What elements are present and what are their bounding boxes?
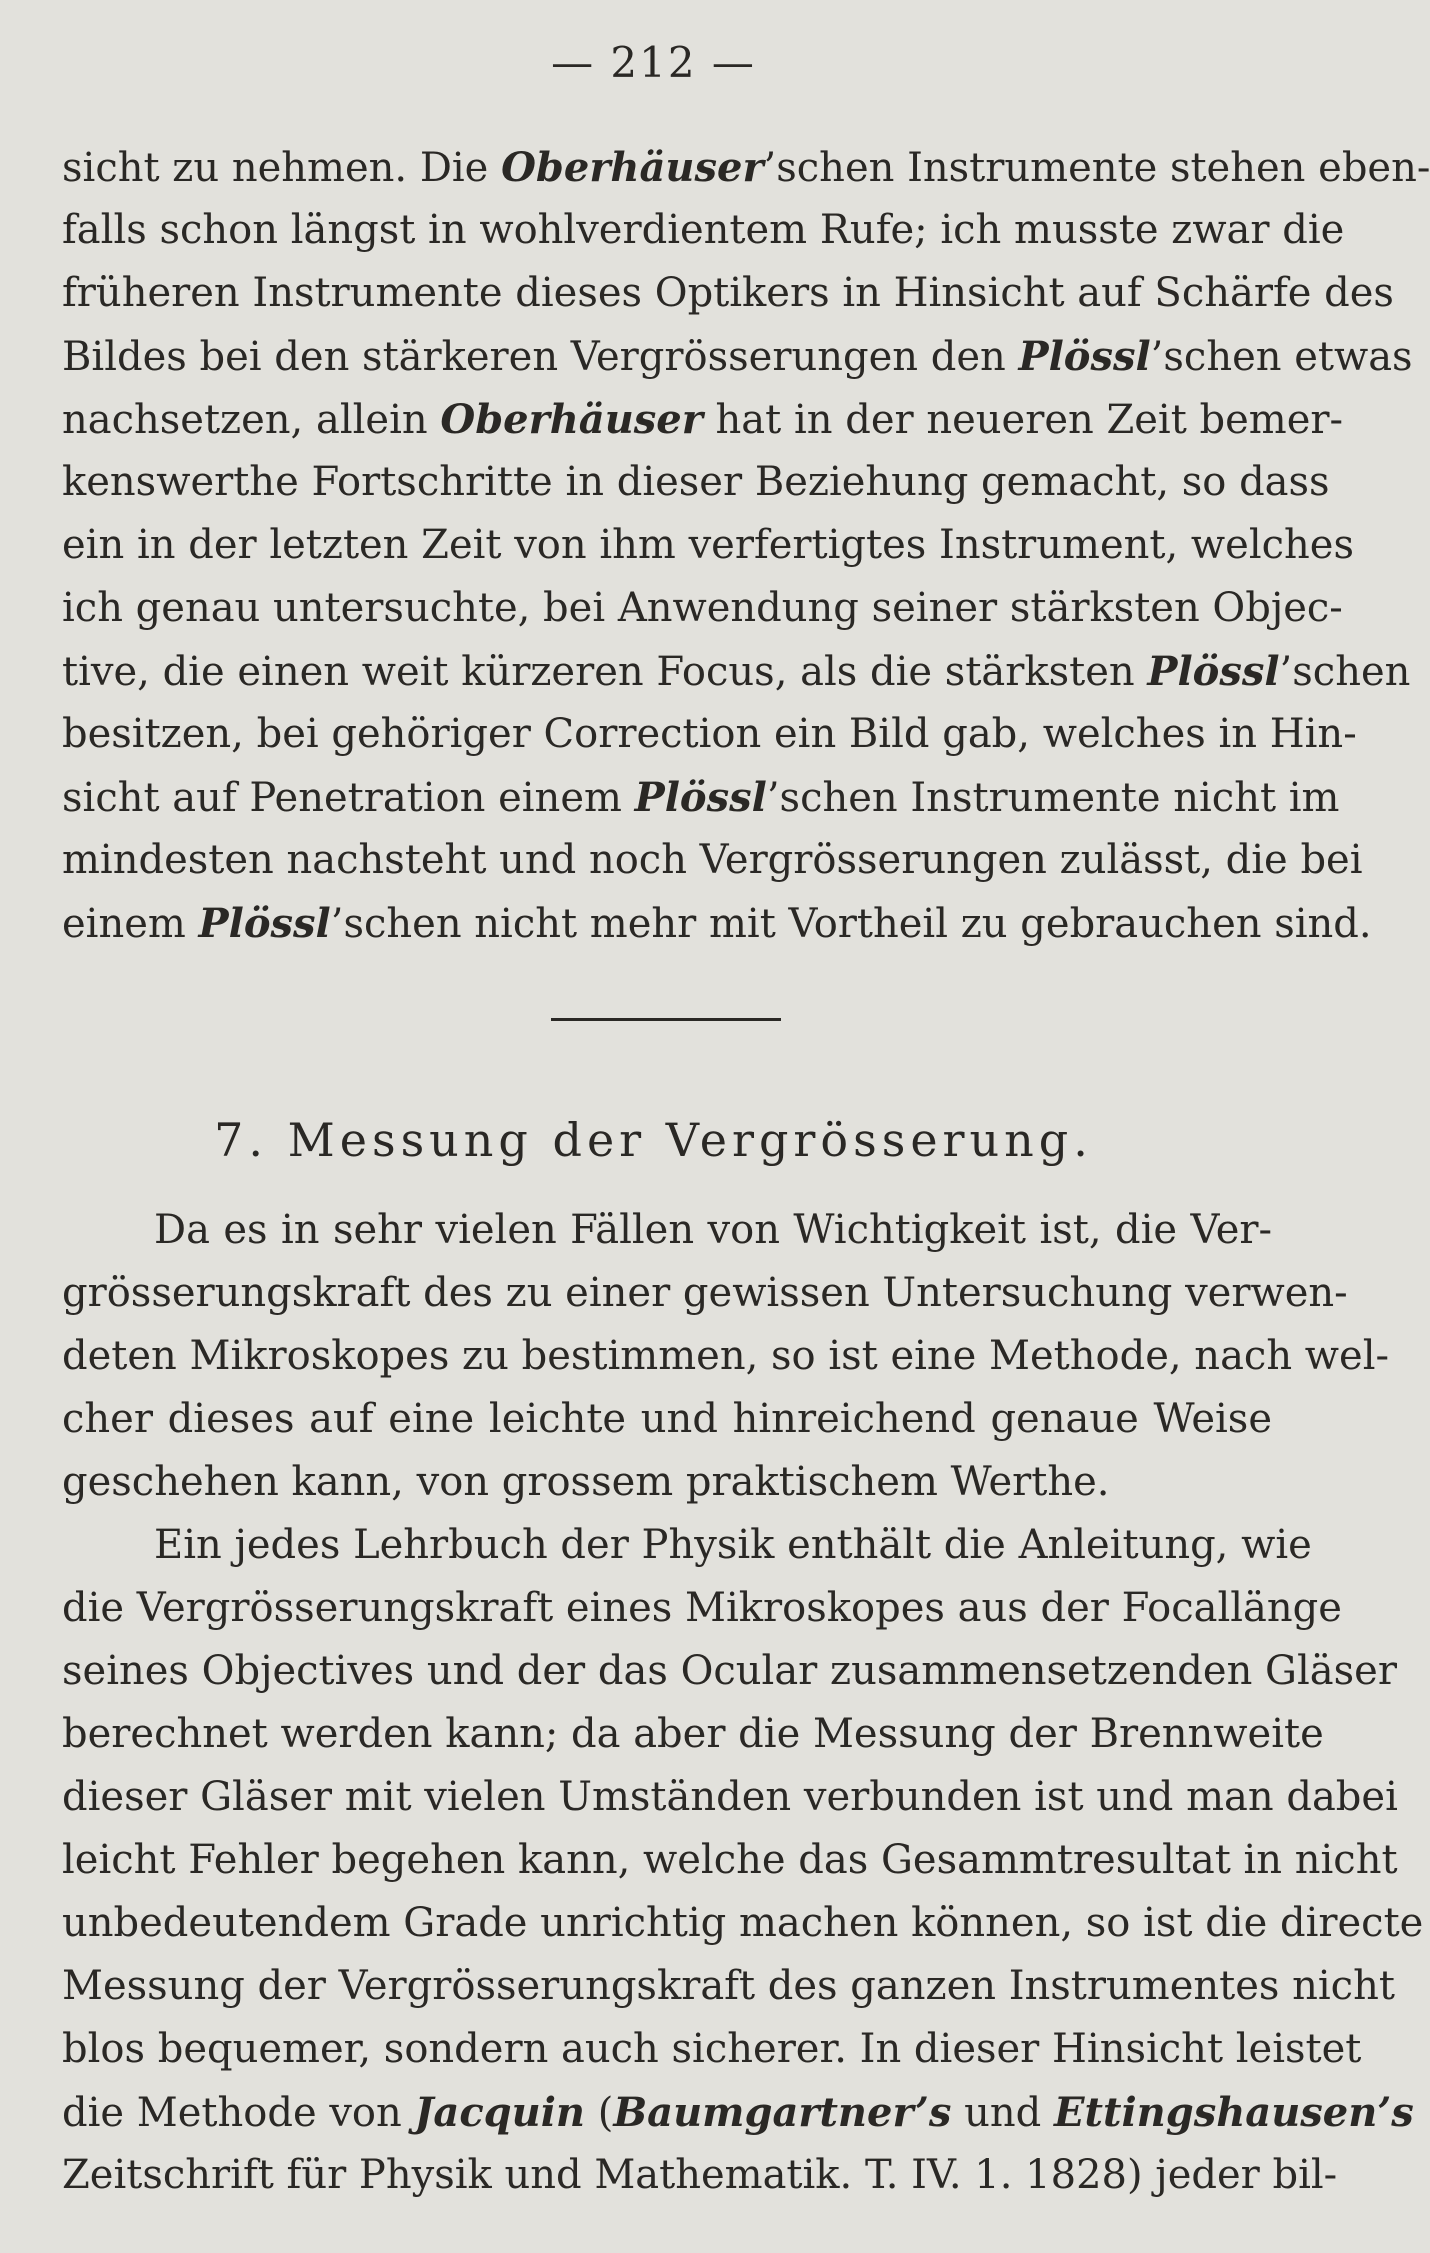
text-line <box>62 1451 1272 1514</box>
text-run: Messung der Vergrösserungskraft des ganzen Instrumentes nicht <box>62 1963 1395 2009</box>
italic-name: Plössl <box>634 774 767 821</box>
italic-name: Baumgartner’s <box>613 2089 952 2136</box>
text-run: einem <box>62 901 199 947</box>
text-line <box>62 136 1430 199</box>
text-run: hat in der neueren Zeit bemer- <box>702 397 1344 443</box>
text-line <box>62 199 1345 262</box>
italic-name: Oberhäuser <box>440 396 703 443</box>
text-run: falls schon längst in wohlverdientem Rufe; ich musste zwar die <box>62 207 1345 253</box>
section-divider <box>551 1018 781 1021</box>
text-run: ’schen Instrumente stehen eben- <box>763 145 1430 191</box>
text-run: berechnet werden kann; da aber die Messung der Brennweite <box>62 1711 1324 1757</box>
text-line <box>62 1325 1390 1388</box>
text-line <box>62 1199 1272 1262</box>
text-run: grösserungskraft des zu einer gewissen Untersuchung verwen- <box>62 1270 1348 1316</box>
text-line <box>62 325 1413 388</box>
text-line <box>62 703 1357 766</box>
text-run: kenswerthe Fortschritte in dieser Beziehung gemacht, so dass <box>62 459 1330 505</box>
text-run: Da es in sehr vielen Fällen von Wichtigkeit ist, die Ver- <box>154 1207 1272 1253</box>
text-line <box>62 2081 1414 2144</box>
text-run: sicht zu nehmen. Die <box>62 145 502 191</box>
text-line <box>62 829 1363 892</box>
text-line <box>62 1766 1398 1829</box>
text-line <box>62 2018 1362 2081</box>
text-run: geschehen kann, von grossem praktischem Werthe. <box>62 1459 1110 1505</box>
text-line <box>62 1514 1312 1577</box>
text-run: Ein jedes Lehrbuch der Physik enthält die Anleitung, wie <box>154 1522 1312 1568</box>
text-run: und <box>951 2090 1054 2136</box>
italic-name: Oberhäuser <box>501 144 764 191</box>
text-line <box>62 1577 1342 1640</box>
text-run: unbedeutendem Grade unrichtig machen können, so ist die directe <box>62 1900 1424 1946</box>
text-run: sicht auf Penetration einem <box>62 775 635 821</box>
text-run: cher dieses auf eine leichte und hinreichend genaue Weise <box>62 1396 1272 1442</box>
text-line <box>62 514 1354 577</box>
text-line <box>62 1955 1395 2018</box>
text-run: die Vergrösserungskraft eines Mikroskopes aus der Focallänge <box>62 1585 1342 1631</box>
italic-name: Plössl <box>198 900 331 947</box>
section-heading: 7. Messung der Vergrösserung. <box>214 1113 1093 1167</box>
text-run: früheren Instrumente dieses Optikers in Hinsicht auf Schärfe des <box>62 270 1394 316</box>
text-run: dieser Gläser mit vielen Umständen verbunden ist und man dabei <box>62 1774 1398 1820</box>
text-run: ’schen nicht mehr mit Vortheil zu gebrauchen sind. <box>330 901 1372 947</box>
text-line <box>62 640 1411 703</box>
text-line <box>62 1703 1324 1766</box>
text-line <box>62 1262 1348 1325</box>
text-line <box>62 892 1372 955</box>
text-run: leicht Fehler begehen kann, welche das Gesammtresultat in nicht <box>62 1837 1398 1883</box>
italic-name: Jacquin <box>414 2089 586 2136</box>
text-run: ( <box>585 2090 614 2136</box>
text-line <box>62 1388 1272 1451</box>
text-run: Bildes bei den stärkeren Vergrösserungen den <box>62 334 1019 380</box>
text-line <box>62 1892 1424 1955</box>
italic-name: Ettingshausen’s <box>1054 2089 1414 2136</box>
text-line <box>62 262 1394 325</box>
text-run: die Methode von <box>62 2090 415 2136</box>
italic-name: Plössl <box>1018 333 1151 380</box>
text-run: nachsetzen, allein <box>62 397 441 443</box>
text-run: mindesten nachsteht und noch Vergrösserungen zulässt, die bei <box>62 837 1363 883</box>
text-line <box>62 577 1343 640</box>
text-run: ’schen etwas <box>1150 334 1413 380</box>
text-run: ’schen Instrumente nicht im <box>766 775 1340 821</box>
text-line <box>62 766 1340 829</box>
text-line <box>62 1640 1397 1703</box>
paragraph-3 <box>62 1514 1424 2207</box>
text-run: ich genau untersuchte, bei Anwendung seiner stärksten Objec- <box>62 585 1343 631</box>
paragraph-2 <box>62 1199 1390 1514</box>
text-run: tive, die einen weit kürzeren Focus, als die stärksten <box>62 649 1148 695</box>
text-run: ein in der letzten Zeit von ihm verfertigtes Instrument, welches <box>62 522 1354 568</box>
text-run: besitzen, bei gehöriger Correction ein Bild gab, welches in Hin- <box>62 711 1357 757</box>
text-run: deten Mikroskopes zu bestimmen, so ist eine Methode, nach wel- <box>62 1333 1390 1379</box>
text-line <box>62 388 1344 451</box>
italic-name: Plössl <box>1147 648 1280 695</box>
paragraph-1 <box>62 136 1430 955</box>
text-run: blos bequemer, sondern auch sicherer. In dieser Hinsicht leistet <box>62 2026 1362 2072</box>
text-line <box>62 2144 1338 2207</box>
text-run: seines Objectives und der das Ocular zusammensetzenden Gläser <box>62 1648 1397 1694</box>
text-line <box>62 1829 1398 1892</box>
page-number: — 212 — <box>551 38 756 87</box>
text-run: Zeitschrift für Physik und Mathematik. T. IV. 1. 1828) jeder bil- <box>62 2152 1338 2198</box>
text-run: ’schen <box>1279 649 1411 695</box>
text-line <box>62 451 1330 514</box>
